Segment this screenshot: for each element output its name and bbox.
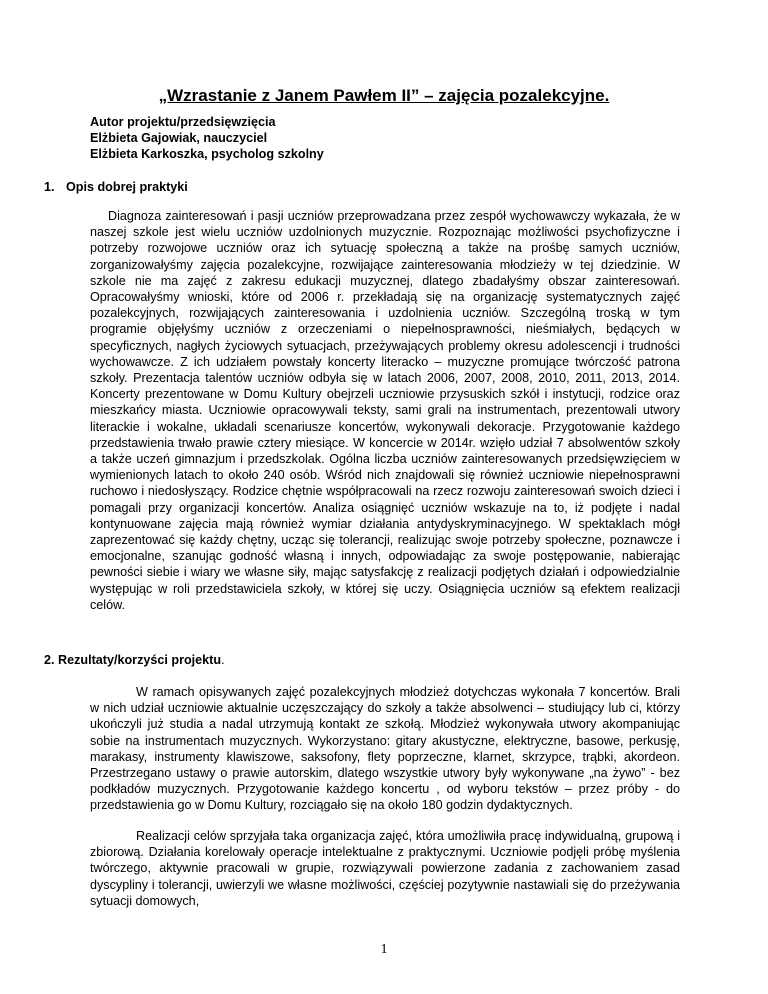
section2-paragraph-1: W ramach opisywanych zajęć pozalekcyjnych młodzież dotychczas wykonała 7 koncertów. Brali w nich udział uczniowie aktualnie uczęszczający do szkoły a także absolwenci – studiujący lub ci, którzy ukończyli już studia a nadal utrzymują kontakt ze szkołą. Młodzież wykonywała utwory akompaniując sobie na instrumentach muzycznych. Wykorzystano: gitary akustyczne, elektryczne, basowe, perkusję, marakasy, instrumenty klawiszowe, saksofony, flety poprzeczne, klarnet, skrzypce, trąbki, akordeon. Przestrzegano ustawy o prawie autorskim, dlatego wszystkie utwory były wykonywane „na żywo” - bez podkładów muzycznych. Przygotowanie każdego koncertu , od wyboru tekstów – przez próby - do przedstawienia go w Domu Kultury, rozciągało się na około 180 godzin dydaktycznych. <box>90 685 680 813</box>
section1-paragraph: Diagnoza zainteresowań i pasji uczniów przeprowadzana przez zespół wychowawczy wykazała, że w naszej szkole jest wielu uczniów uzdolnionych muzycznie. Rozpoznając możliwości psychofizyczne i potrzeby rozwojowe uczniów oraz ich sytuację społeczną a także na prośbę samych uczniów, zorganizowałyśmy zajęcia pozalekcyjne, rozwijające zainteresowania młodzieży w tej dziedzinie. W szkole nie ma zajęć z zakresu edukacji muzycznej, dlatego zbadałyśmy obszar zainteresowań. Opracowałyśmy wnioski, które od 2006 r. przekładają się na organizację systematycznych zajęć pozalekcyjnych, rozwijających zainteresowania i uzdolnienia uczniów. Szczególną troską w tym programie objęłyśmy uczniów z orzeczeniami o niepełnosprawności, nieśmiałych, będących w specyficznych, nagłych życiowych sytuacjach, przeżywających problemy okresu adolescencji i trudności wychowawcze. Z ich udziałem powstały koncerty literacko – muzyczne promujące twórczość patrona szkoły. Prezentacja talentów uczniów odbyła się w latach 2006, 2007, 2008, 2010, 2011, 2013, 2014. Koncerty prezentowane w Domu Kultury obejrzeli uczniowie przysuskich szkół i instytucji, rodzice oraz mieszkańcy miasta. Uczniowie opracowywali teksty, sami grali na instrumentach, prezentowali utwory literackie i wokalne, układali scenariusze koncertów, wykonywali dekoracje. Przygotowanie każdego przedstawienia trwało prawie cztery miesiące. W koncercie w 2014r. wzięło udział 7 absolwentów szkoły a także uczeń gimnazjum i przedszkolak. Ogólna liczba uczniów zainteresowanych przedsięwzięciem w wymienionych latach to około 240 osób. Wśród nich znajdowali się również uczniowie niepełnosprawni ruchowo i niedosłyszący. Rodzice chętnie współpracowali na rzecz rozwoju zainteresowań swoich dzieci i pomagali przy organizacji koncertów. Analiza osiągnięć uczniów wskazuje na to, iż podjęte i nadal kontynuowane zajęcia mają również wymiar działania antydyskryminacyjnego. W spektaklach mógł zaprezentować się każdy chętny, ucząc się tolerancji, realizując swoje potrzeby społeczne, poznawcze i emocjonalne, szanując godność własną i innych, odpowiadając za swoje postępowanie, nabierając pewności siebie i wiary we własne siły, mając satysfakcję z realizacji podjętych działań i odpowiedzialnie występując w roli przedstawiciela szkoły, w której się uczy. Osiągnięcia uczniów są efektem realizacji celów. <box>90 209 680 612</box>
section1-number: 1. <box>44 180 55 194</box>
section2-heading <box>44 653 225 667</box>
page-number: 1 <box>380 942 388 957</box>
author-project-label: Autor projektu/przedsięwzięcia <box>90 115 276 129</box>
section2-heading-dot: . <box>221 653 225 667</box>
authors-block <box>90 114 590 162</box>
author-teacher: Elżbieta Gajowiak, nauczyciel <box>90 131 268 145</box>
document-title: „Wzrastanie z Janem Pawłem II” – zajęcia pozalekcyjne. <box>158 86 610 105</box>
section2-paragraph-2: Realizacji celów sprzyjała taka organizacja zajęć, która umożliwiła pracę indywidualną, grupową i zbiorową. Działania korelowały operacje intelektualne z praktycznymi. Uczniowie podjęli próbę myślenia twórczego, aktywnie pracowali w grupie, rozwiązywali powierzone zadania z zachowaniem zasad dyscypliny i tolerancji, uwierzyli we własne możliwości, częściej pozytywnie nastawiali się do przeżywania sytuacji domowych, <box>90 829 680 908</box>
section1-title: Opis dobrej praktyki <box>66 180 188 194</box>
section2-title: 2. Rezultaty/korzyści projektu <box>44 653 222 667</box>
author-psychologist: Elżbieta Karkoszka, psycholog szkolny <box>90 147 324 161</box>
section1-heading <box>44 180 188 194</box>
